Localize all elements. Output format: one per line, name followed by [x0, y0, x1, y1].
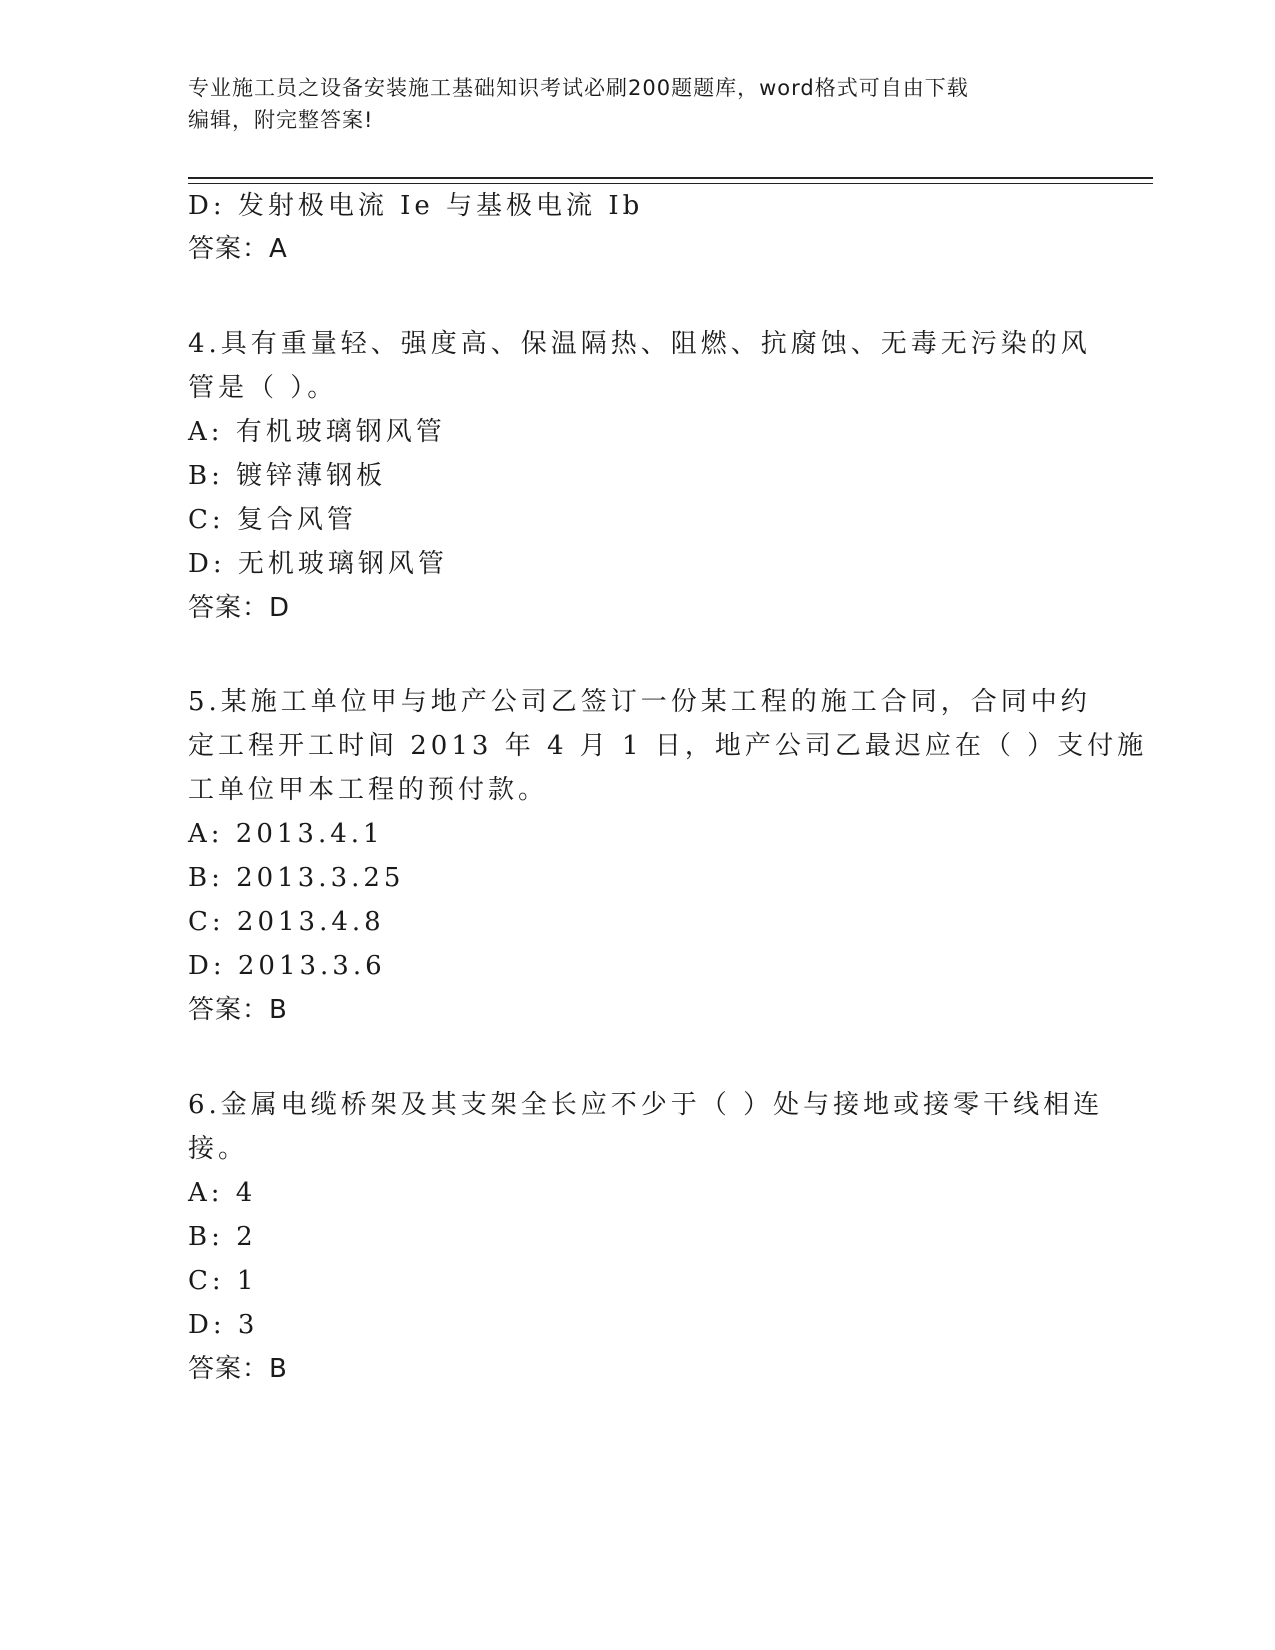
q5-option-c: C: 2013.4.8	[188, 907, 385, 937]
q3-option-d: D: 发射极电流 Ie 与基极电流 Ib	[188, 191, 644, 221]
q6-option-d: D: 3	[188, 1310, 259, 1340]
q6-option-b: B: 2	[188, 1222, 257, 1252]
q5-option-d: D: 2013.3.6	[188, 951, 386, 981]
q6-answer: 答案：B	[188, 1354, 288, 1384]
q4-option-c: C: 复合风管	[188, 505, 357, 535]
header-line-2: 编辑，附完整答案!	[188, 108, 374, 132]
q4-stem-line-2: 管是（ ）。	[188, 373, 338, 403]
q6-option-c: C: 1	[188, 1266, 258, 1296]
q3-answer: 答案：A	[188, 234, 288, 264]
header-divider-thick	[188, 177, 1153, 179]
q5-option-b: B: 2013.3.25	[188, 863, 405, 893]
q5-stem-line-1: 5.某施工单位甲与地产公司乙签订一份某工程的施工合同，合同中约	[188, 687, 1091, 717]
q6-stem-line-1: 6.金属电缆桥架及其支架全长应不少于（ ）处与接地或接零干线相连	[188, 1090, 1104, 1120]
q5-answer: 答案：B	[188, 995, 288, 1025]
q6-option-a: A: 4	[188, 1178, 257, 1208]
q5-option-a: A: 2013.4.1	[188, 819, 384, 849]
q6-stem-line-2: 接。	[188, 1134, 249, 1164]
document-header	[188, 72, 1068, 136]
q5-stem-line-3: 工单位甲本工程的预付款。	[188, 775, 549, 805]
q4-option-a: A: 有机玻璃钢风管	[188, 417, 446, 447]
q4-answer: 答案：D	[188, 593, 291, 623]
q4-option-b: B: 镀锌薄钢板	[188, 461, 387, 491]
header-line-1: 专业施工员之设备安装施工基础知识考试必刷200题题库，word格式可自由下载	[188, 76, 969, 100]
q4-stem-line-1: 4.具有重量轻、强度高、保温隔热、阻燃、抗腐蚀、无毒无污染的风	[188, 329, 1091, 359]
q4-option-d: D: 无机玻璃钢风管	[188, 549, 448, 579]
q5-stem-line-2: 定工程开工时间 2013 年 4 月 1 日，地产公司乙最迟应在（ ）支付施	[188, 731, 1148, 761]
